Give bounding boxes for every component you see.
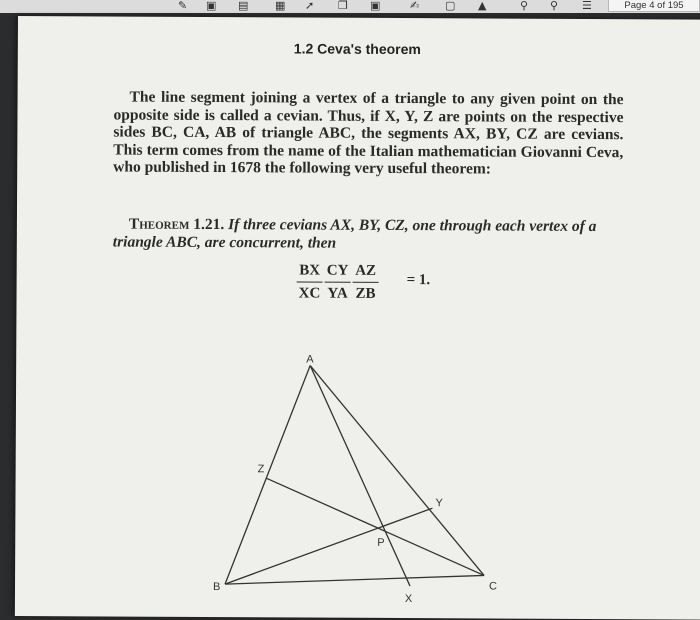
fraction-numerator: CY xyxy=(325,261,351,283)
fraction-numerator: BX xyxy=(297,260,323,282)
pencil-icon[interactable]: ✎ xyxy=(178,0,187,11)
vertex-label-a: A xyxy=(306,354,314,366)
document-icon[interactable]: ▣ xyxy=(206,0,216,11)
cevian-cz xyxy=(266,478,484,575)
fraction-numerator: AZ xyxy=(353,261,379,283)
zoom-icon[interactable]: ⚲ xyxy=(550,0,558,11)
search-icon[interactable]: ⚲ xyxy=(520,0,528,11)
cevian-by xyxy=(225,507,432,585)
cevian-ax xyxy=(309,366,411,587)
fraction-denominator: XC xyxy=(296,282,322,303)
theorem-label: Theorem xyxy=(129,216,190,233)
fraction-denominator: YA xyxy=(324,283,350,304)
arrow-icon[interactable]: ➚ xyxy=(305,0,314,11)
document-icon[interactable]: ▤ xyxy=(238,0,248,11)
fraction-denominator: ZB xyxy=(352,283,378,304)
side-bc xyxy=(225,574,484,585)
theorem-body: If three cevians AX, BY, CZ, one through each vertex of a triangle ABC, are concurrent, then xyxy=(113,216,597,251)
document-icon[interactable]: ▣ xyxy=(370,0,380,11)
section-heading: 1.2 Ceva's theorem xyxy=(294,40,421,57)
point-label-z: Z xyxy=(258,463,265,475)
definition-paragraph: The line segment joining a vertex of a triangle to any given point on the opposite side is called a cevian. Thus, if X, Y, Z are points on the respective sides BC, CA, AB of triangle ABC, the segments AX, BY, CZ are cevians. This term comes from the name of the Italian mathematician Giovanni Ceva, who published in 1678 the following very useful theorem: xyxy=(113,89,623,179)
book-page xyxy=(15,16,700,620)
outline-icon[interactable]: ☰ xyxy=(582,0,592,11)
page-indicator[interactable]: Page 4 of 195 xyxy=(608,0,700,12)
theorem-number: 1.21. xyxy=(193,216,224,233)
side-ab xyxy=(225,365,310,584)
bookmark-icon[interactable]: ▲ xyxy=(478,0,486,11)
vertex-label-b: B xyxy=(213,581,220,593)
point-label-p: P xyxy=(377,537,384,549)
document-icon[interactable]: ▢ xyxy=(445,0,455,11)
signature-icon[interactable]: ✍ xyxy=(410,0,419,11)
copy-icon[interactable]: ❐ xyxy=(338,0,348,11)
viewer-toolbar xyxy=(0,0,700,13)
ceva-triangle-figure xyxy=(15,16,700,620)
stamp-icon[interactable]: ▦ xyxy=(275,0,285,11)
point-label-x: X xyxy=(405,593,413,605)
formula-rhs: = 1. xyxy=(407,272,431,289)
vertex-label-c: C xyxy=(489,580,497,592)
point-label-y: Y xyxy=(435,497,443,509)
